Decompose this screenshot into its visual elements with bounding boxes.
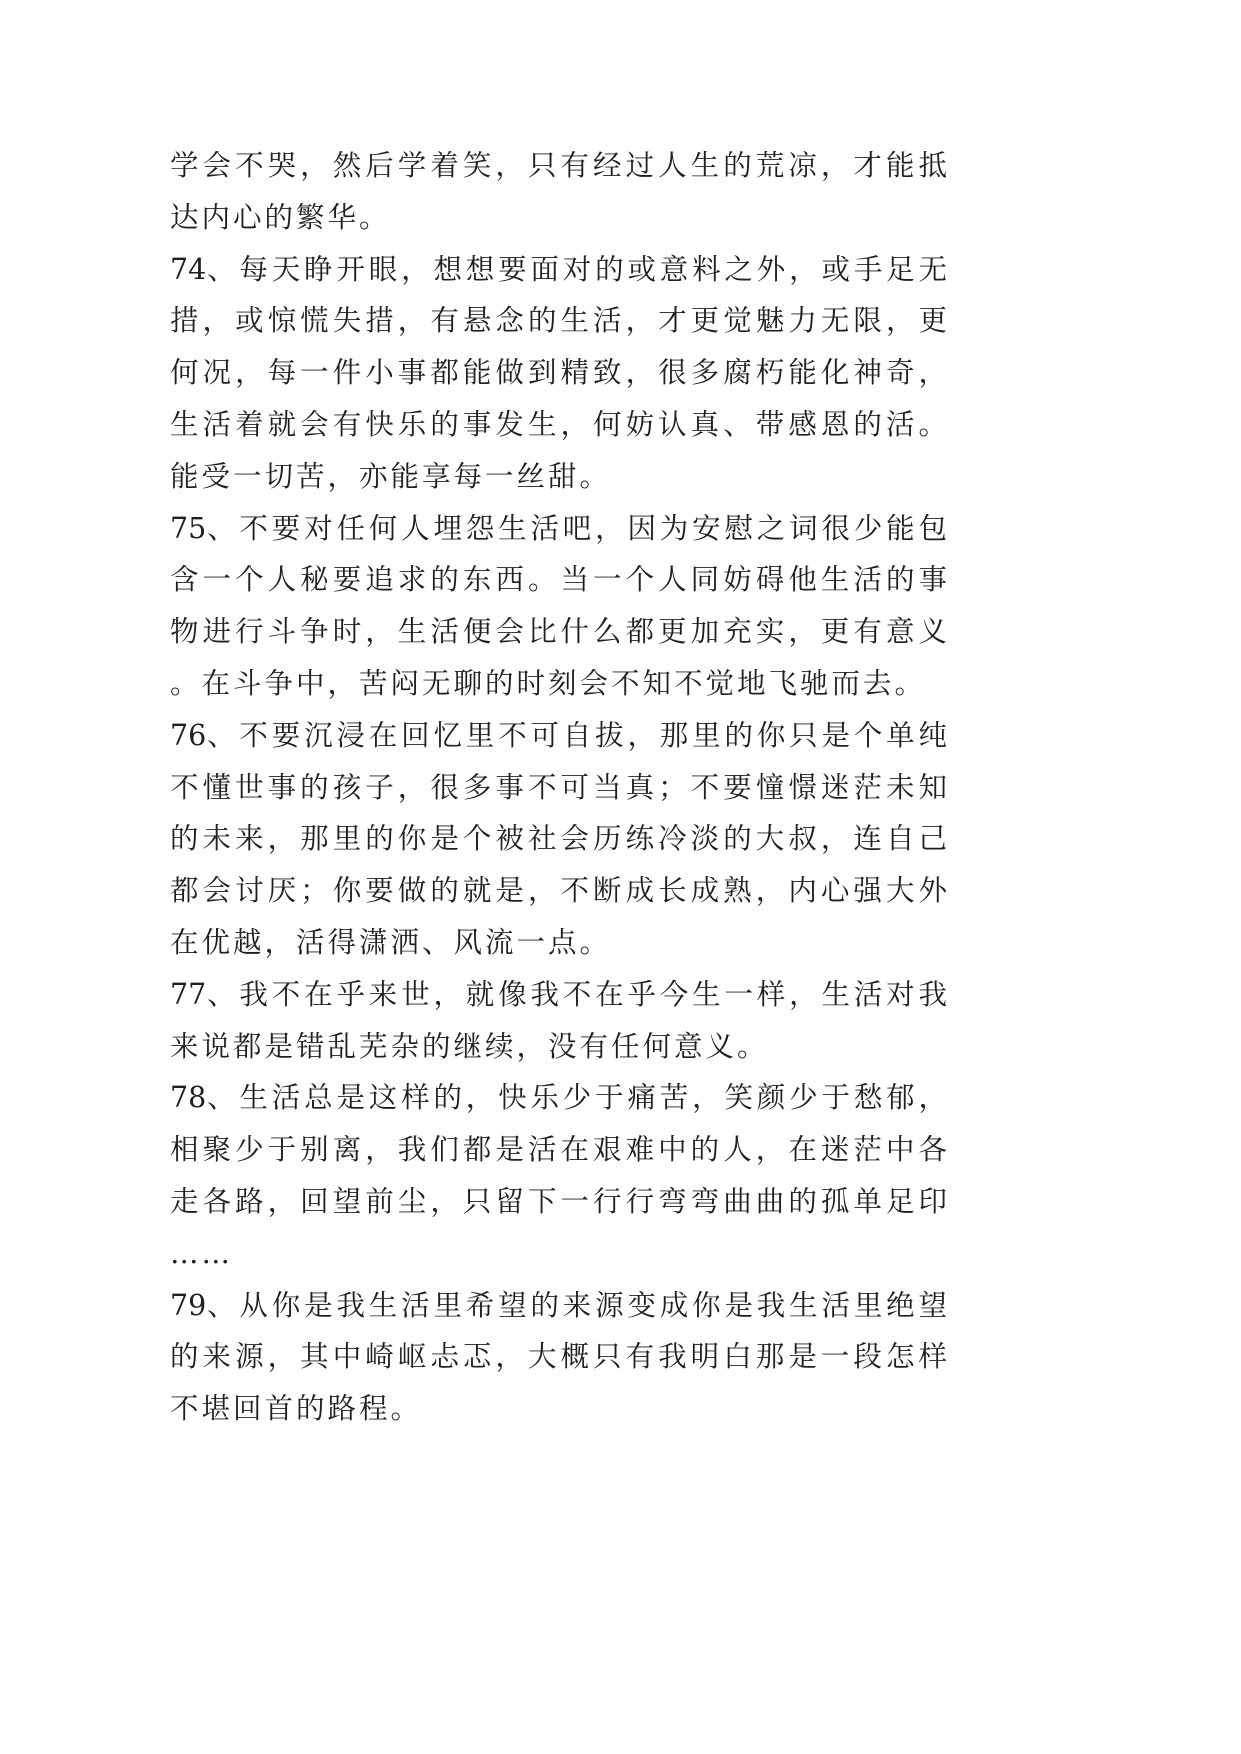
entry-text: 、不要沉浸在回忆里不可自拔，那里的你只是个单纯不懂世事的孩子，很多事不可当真；不要憧憬迷茫未知的未来，那里的你是个被社会历练冷淡的大叔，连自己都会讨厌；你要做的就是，不断成长成熟，内心强大外在优越，活得潇洒、风流一点。 [170, 718, 950, 959]
entry-text: 、从你是我生活里希望的来源变成你是我生活里绝望的来源，其中崎岖忐忑，大概只有我明白那是一段怎样不堪回首的路程。 [170, 1288, 950, 1426]
entry-78 [170, 1072, 950, 1279]
document-body [170, 140, 950, 1435]
entry-number: 74 [170, 252, 207, 286]
entry-number: 77 [170, 977, 207, 1011]
entry-number: 78 [170, 1081, 207, 1115]
entry-number: 75 [170, 511, 207, 545]
entry-text: 学会不哭，然后学着笑，只有经过人生的荒凉，才能抵达内心的繁华。 [170, 149, 950, 234]
entry-number: 79 [170, 1288, 207, 1322]
entry-text: 、我不在乎来世，就像我不在乎今生一样，生活对我来说都是错乱芜杂的继续，没有任何意义。 [170, 977, 950, 1063]
entry-76 [170, 710, 950, 969]
entry-79 [170, 1280, 950, 1435]
entry-continuation [170, 140, 950, 244]
entry-number: 76 [170, 718, 207, 752]
entry-77 [170, 969, 950, 1073]
entry-text: 、每天睁开眼，想想要面对的或意料之外，或手足无措，或惊慌失措，有悬念的生活，才更觉魅力无限，更何况，每一件小事都能做到精致，很多腐朽能化神奇，生活着就会有快乐的事发生，何妨认真、带感恩的活。能受一切苦，亦能享每一丝甜。 [170, 252, 950, 493]
entry-text: 、不要对任何人埋怨生活吧，因为安慰之词很少能包含一个人秘要追求的东西。当一个人同妨碍他生活的事物进行斗争时，生活便会比什么都更加充实，更有意义。在斗争中，苦闷无聊的时刻会不知不觉地飞驰而去。 [170, 511, 950, 700]
entry-text: 、生活总是这样的，快乐少于痛苦，笑颜少于愁郁，相聚少于别离，我们都是活在艰难中的人，在迷茫中各走各路，回望前尘，只留下一行行弯弯曲曲的孤单足印…… [170, 1081, 950, 1270]
entry-74 [170, 244, 950, 503]
entry-75 [170, 503, 950, 710]
